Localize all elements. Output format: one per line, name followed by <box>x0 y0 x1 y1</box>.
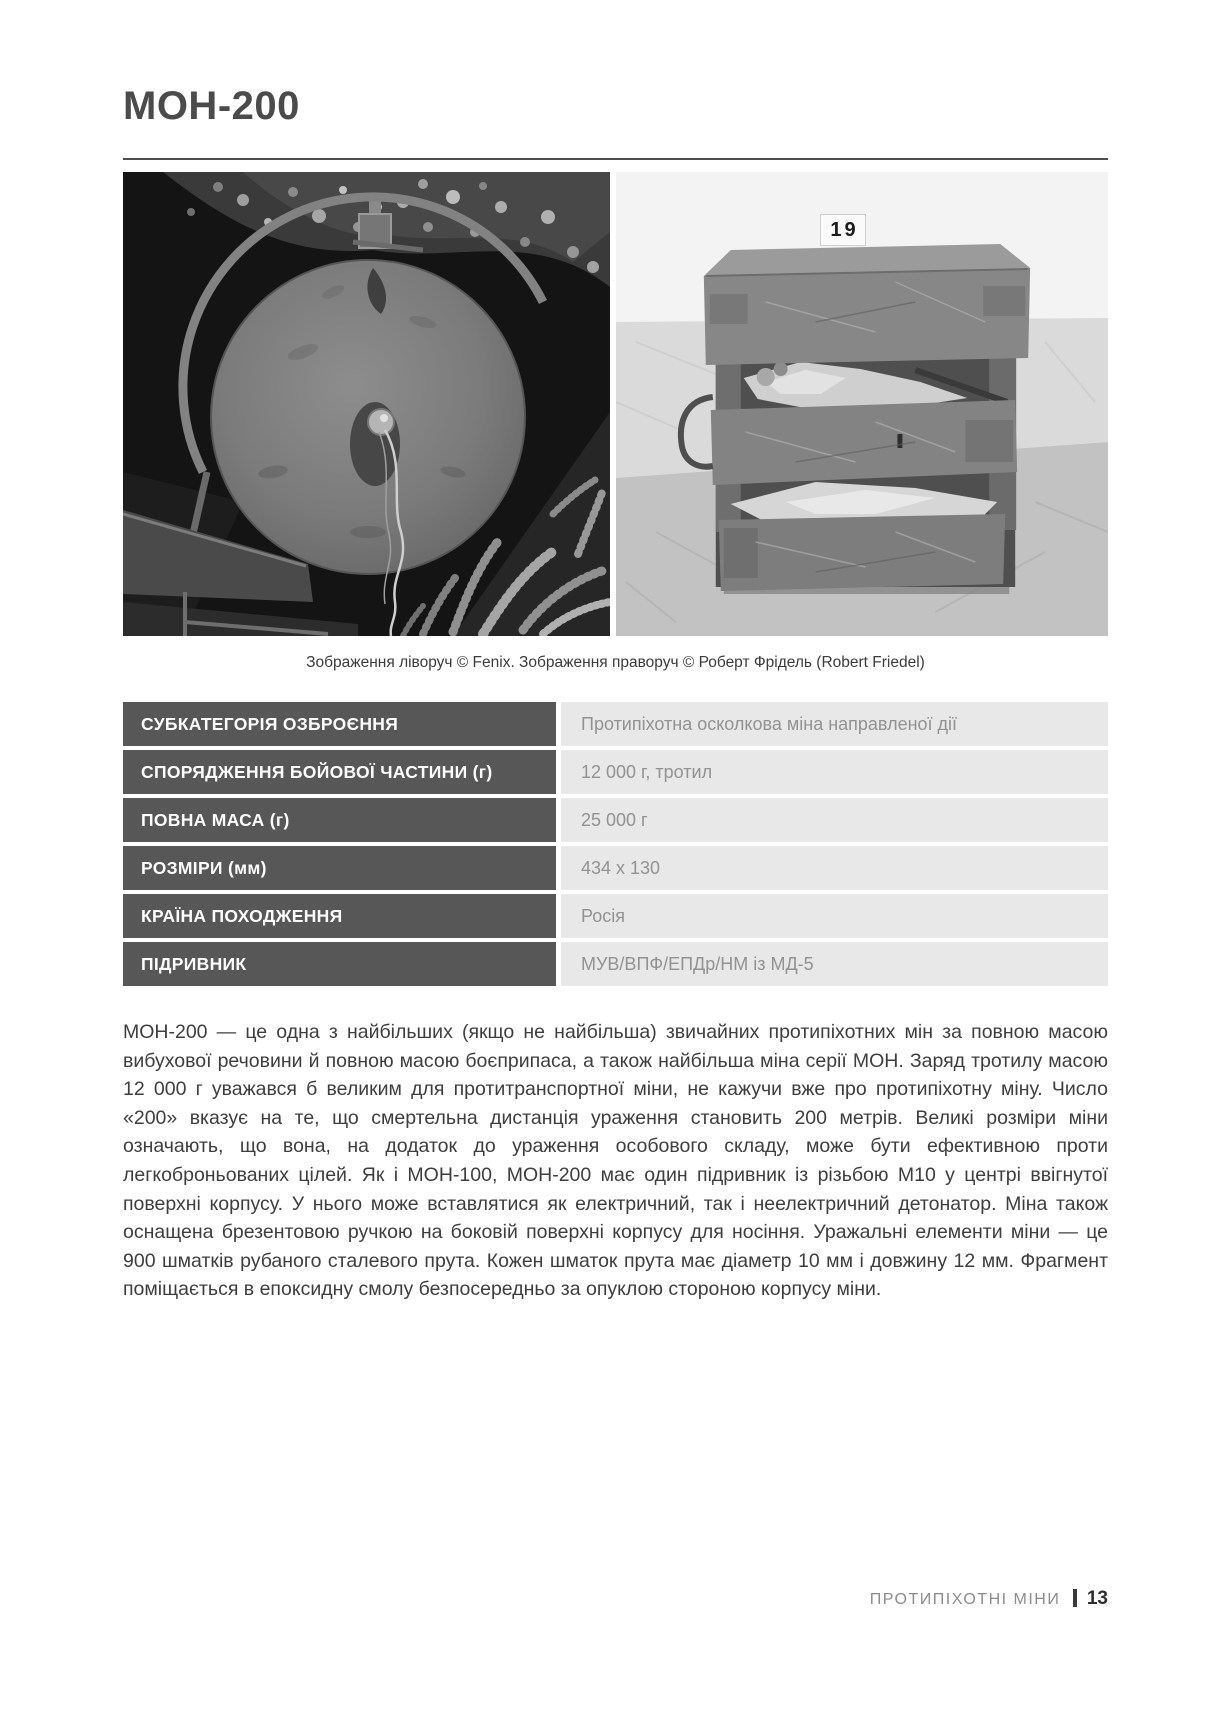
table-row <box>123 846 1108 890</box>
page-title: МОН-200 <box>123 84 300 128</box>
spec-label-total-mass: ПОВНА МАСА (г) <box>123 798 556 842</box>
table-row <box>123 798 1108 842</box>
table-row <box>123 750 1108 794</box>
spec-label-fuze: ПІДРИВНИК <box>123 942 556 986</box>
spec-value-fuze: МУВ/ВПФ/ЕПДр/НМ із МД-5 <box>561 942 1108 986</box>
spec-label-charge: СПОРЯДЖЕННЯ БОЙОВОЇ ЧАСТИНИ (г) <box>123 750 556 794</box>
spec-value-total-mass: 25 000 г <box>561 798 1108 842</box>
photo-right-crate <box>616 172 1108 636</box>
spec-value-subcategory: Протипіхотна осколкова міна направленої дії <box>561 702 1108 746</box>
spec-value-dimensions: 434 x 130 <box>561 846 1108 890</box>
crate <box>681 244 1030 594</box>
description-paragraph: МОН-200 — це одна з найбільших (якщо не найбільша) звичайних протипіхотних мін за повною масою вибухової речовини й повною масою боєприпаса, а також найбільша міна серії МОН. Заряд тротилу масою 12 000 г уважався б великим для протитранспортної міни, не кажучи вже про протипіхотну міну. Число «200» вказує на те, що смертельна дистанція ураження становить 200 метрів. Великі розміри міни означають, що вона, на додаток до ураження особового складу, може бути ефективною проти легкоброньованих цілей. Як і МОН-100, МОН-200 має один підривник із різьбою М10 у центрі ввігнутої поверхні корпусу. У нього може вставлятися як електричний, так і неелектричний детонатор. Міна також оснащена брезентовою ручкою на боковій поверхні корпусу для носіння. Уражальні елементи міни — це 900 шматків рубаного сталевого прута. Кожен шматок прута має діаметр 10 мм і довжину 12 мм. Фрагмент поміщається в епоксидну смолу безпосередньо за опуклою стороною корпусу міни. <box>123 1021 1108 1301</box>
title-divider <box>123 158 1108 160</box>
table-row <box>123 702 1108 746</box>
spec-label-subcategory: СУБКАТЕГОРІЯ ОЗБРОЄННЯ <box>123 702 556 746</box>
spec-label-dimensions: РОЗМІРИ (мм) <box>123 846 556 890</box>
spec-value-charge: 12 000 г, тротил <box>561 750 1108 794</box>
figure-caption: Зображення ліворуч © Fenix. Зображення праворуч © Роберт Фрідель (Robert Friedel) <box>306 654 925 671</box>
page-footer <box>123 1588 1108 1610</box>
footer-page-number: 13 <box>1086 1588 1108 1609</box>
table-row <box>123 942 1108 986</box>
footer-section-label: ПРОТИПІХОТНІ МІНИ <box>869 1591 1061 1608</box>
footer-separator-bar <box>1073 1589 1077 1607</box>
table-row <box>123 894 1108 938</box>
left-photo-illustration <box>123 172 610 636</box>
photo-left-mine <box>123 172 610 636</box>
spec-value-country: Росія <box>561 894 1108 938</box>
spec-table <box>123 702 1108 990</box>
evidence-placard: 19 <box>821 215 865 245</box>
spec-label-country: КРАЇНА ПОХОДЖЕННЯ <box>123 894 556 938</box>
photo-figure <box>123 172 1108 636</box>
